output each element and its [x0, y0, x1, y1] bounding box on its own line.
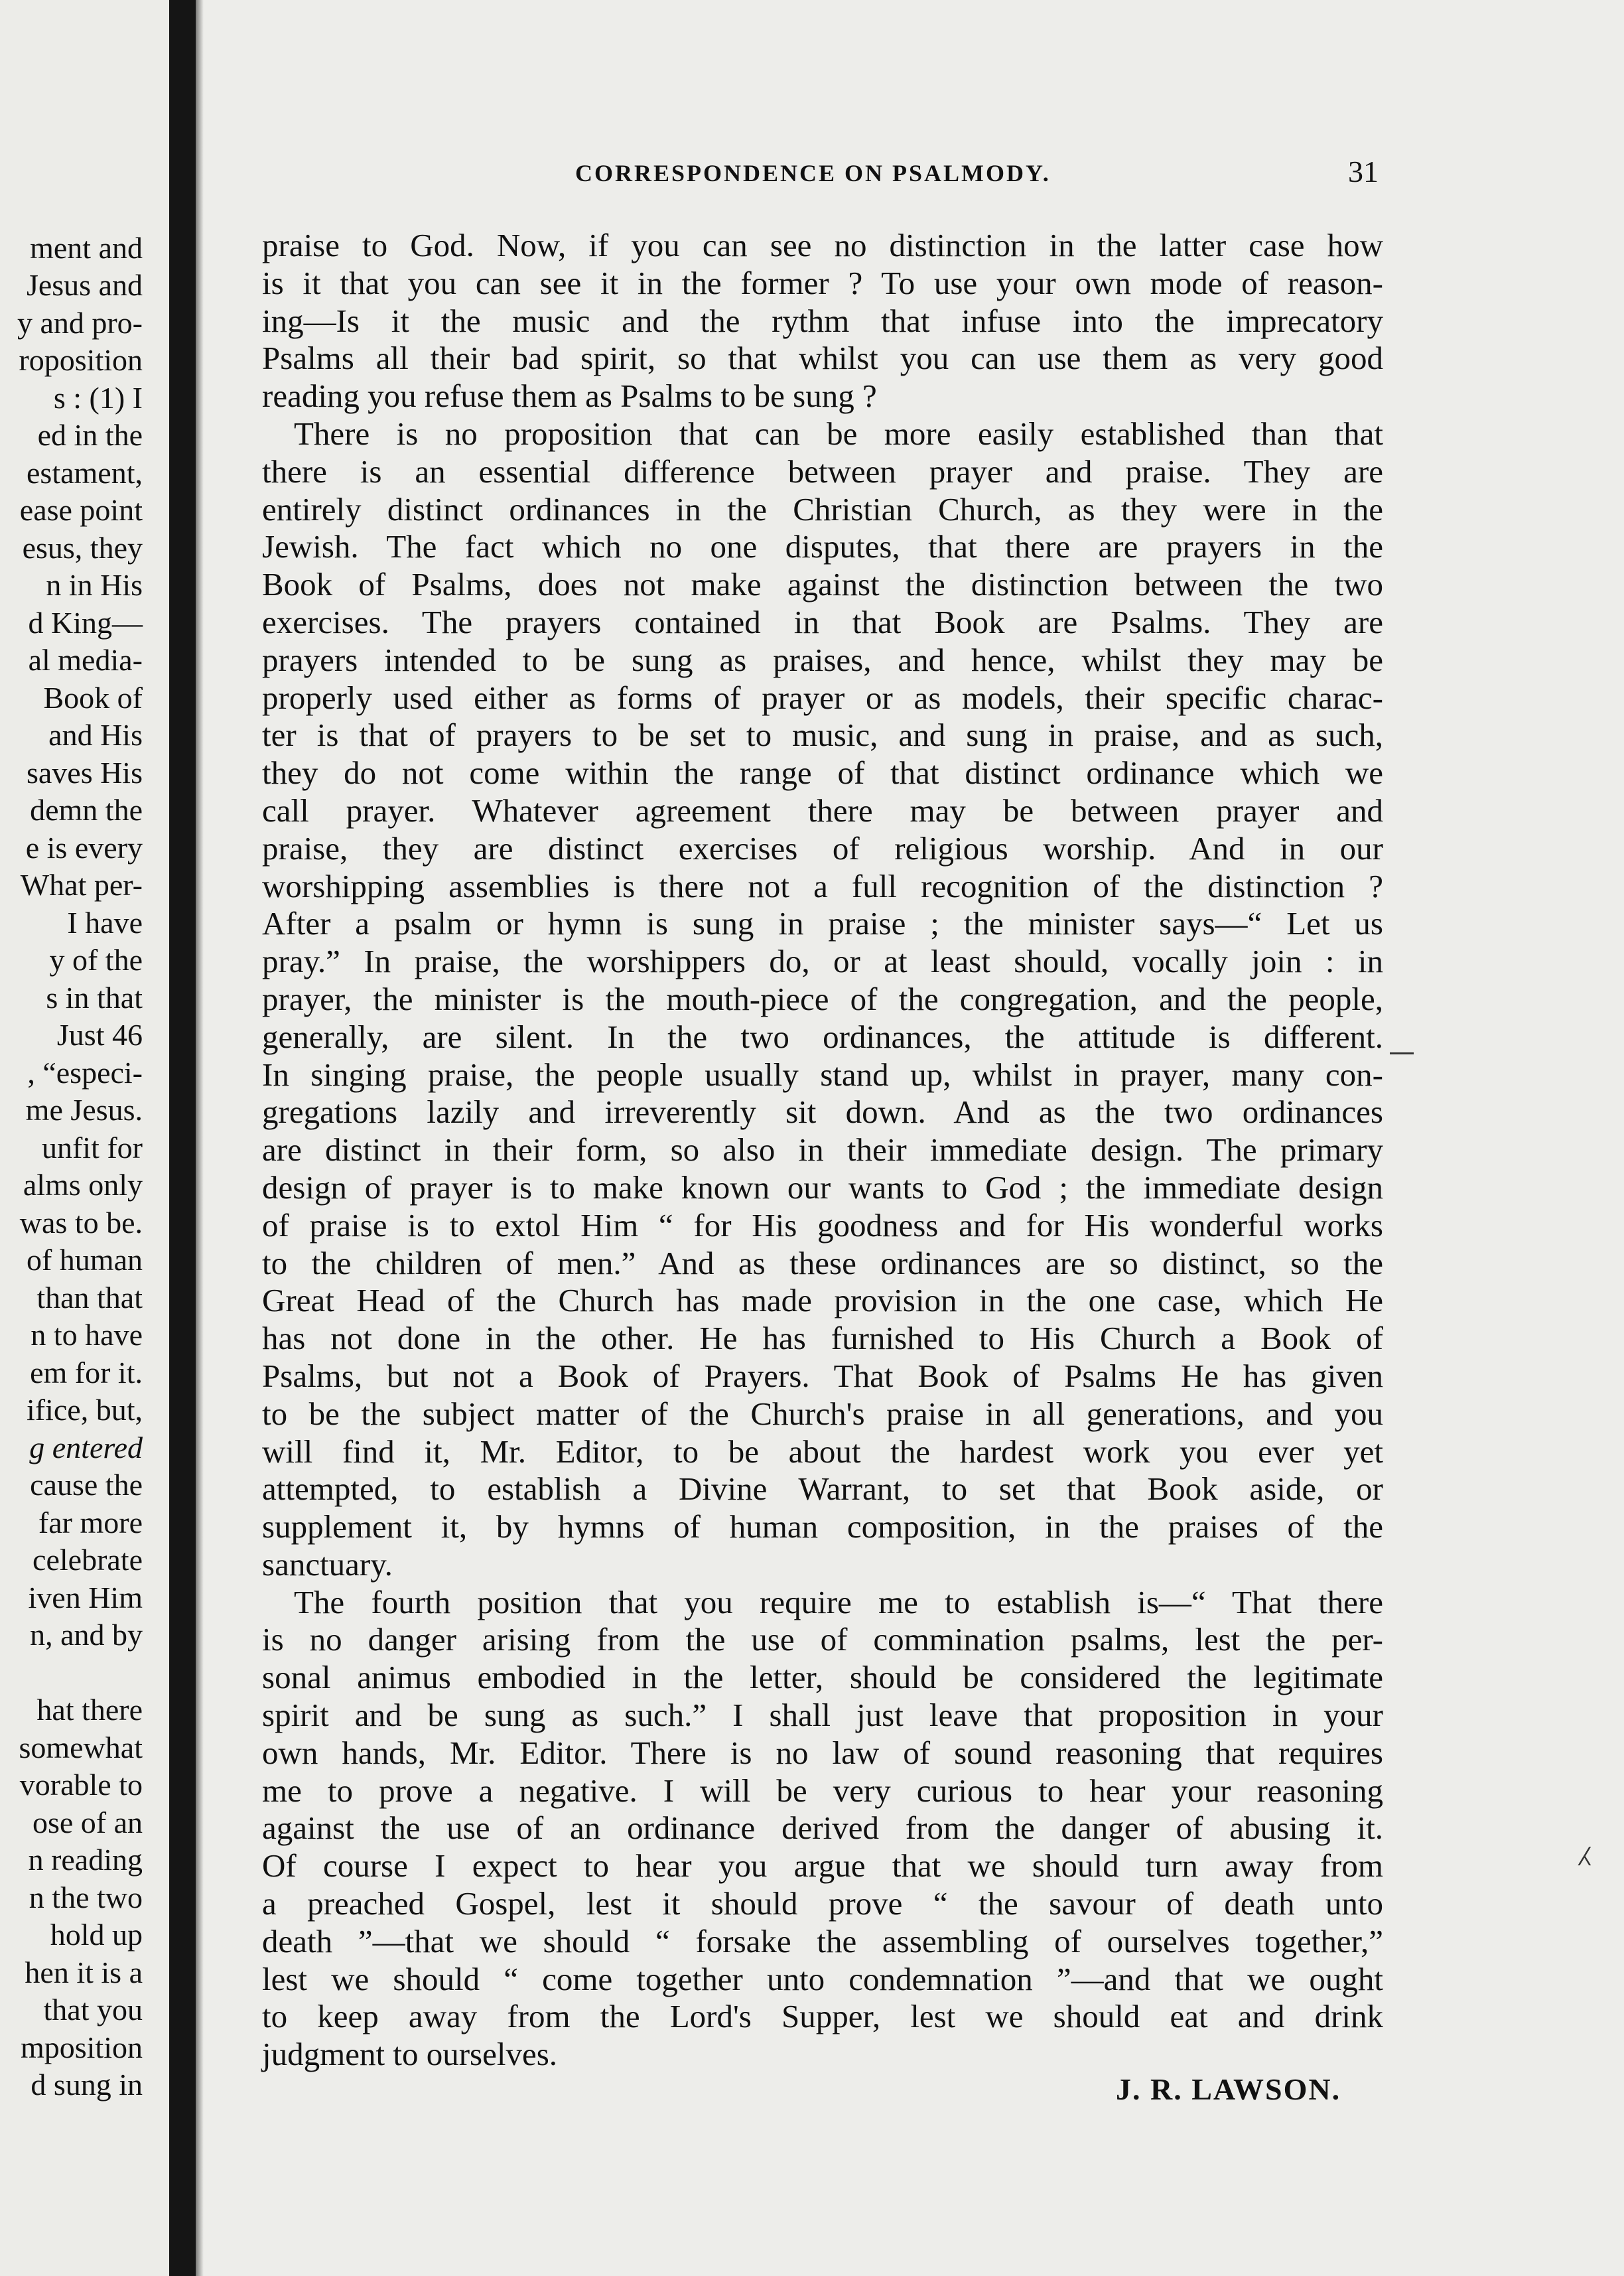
facing-line: d sung in	[31, 2068, 143, 2101]
book-gutter	[169, 0, 196, 2276]
body-line: prayer, the minister is the mouth-piece of the congregation, and the people,	[262, 980, 1383, 1017]
body-line: reading you refuse them as Psalms to be sung ?	[262, 378, 877, 415]
margin-mark	[1390, 1052, 1414, 1054]
body-line: pray.” In praise, the worshippers do, or at least should, vocally join : in	[262, 943, 1383, 980]
facing-line: d King—	[28, 606, 143, 640]
facing-line: n in His	[46, 568, 143, 602]
facing-line: than that	[36, 1281, 143, 1315]
facing-line: demn the	[30, 793, 143, 827]
body-line: properly used either as forms of prayer or as models, their specific charac-	[262, 679, 1383, 716]
body-line: call prayer. Whatever agreement there may be between prayer and	[262, 792, 1383, 829]
body-line: There is no proposition that can be more easily established than that	[294, 415, 1383, 452]
body-line: Psalms, but not a Book of Prayers. That Book of Psalms He has given	[262, 1357, 1383, 1394]
facing-line: g entered	[29, 1431, 143, 1464]
body-line: lest we should “ come together unto condemnation ”—and that we ought	[262, 1960, 1383, 1997]
body-line: they do not come within the range of that distinct ordinance which we	[262, 754, 1383, 792]
facing-line: hat there	[36, 1693, 143, 1727]
body-line: Great Head of the Church has made provision in the one case, which He	[262, 1282, 1383, 1319]
facing-line: alms only	[23, 1168, 143, 1202]
body-line: ing—Is it the music and the rythm that infuse into the imprecatory	[262, 302, 1383, 339]
facing-line: me Jesus.	[25, 1093, 143, 1127]
body-line: to be the subject matter of the Church's praise in all generations, and you	[262, 1395, 1383, 1432]
facing-line: ease point	[19, 493, 143, 527]
body-line: design of prayer is to make known our wants to God ; the immediate design	[262, 1169, 1383, 1206]
body-line: against the use of an ordinance derived from the danger of abusing it.	[262, 1810, 1383, 1847]
body-line: entirely distinct ordinances in the Christian Church, as they were in the	[262, 490, 1383, 528]
body-line: prayers intended to be sung as praises, and hence, whilst they may be	[262, 641, 1383, 678]
body-line: spirit and be sung as such.” I shall just leave that proposition in your	[262, 1697, 1383, 1734]
facing-line: roposition	[19, 343, 143, 377]
facing-line: of human	[26, 1243, 143, 1277]
facing-line: cause the	[30, 1468, 143, 1502]
body-line: gregations lazily and irreverently sit down. And as the two ordinances	[262, 1094, 1383, 1131]
facing-line: saves His	[26, 756, 143, 790]
facing-line: Just 46	[56, 1018, 143, 1052]
facing-line: ed in the	[37, 418, 143, 452]
facing-line: s : (1) I	[53, 381, 143, 415]
facing-line: al media-	[28, 643, 143, 677]
body-line: of praise is to extol Him “ for His goodness and for His wonderful works	[262, 1206, 1383, 1244]
facing-line: em for it.	[30, 1356, 143, 1389]
facing-line: far more	[38, 1506, 143, 1539]
facing-line: vorable to	[19, 1768, 143, 1802]
author-signature: J. R. LAWSON.	[1116, 2072, 1341, 2106]
facing-line: y of the	[49, 943, 143, 977]
body-line: Of course I expect to hear you argue that we should turn away from	[262, 1847, 1383, 1885]
facing-line: ifice, but,	[27, 1393, 143, 1427]
facing-line: ose of an	[32, 1806, 143, 1839]
body-line: supplement it, by hymns of human composition, in the praises of the	[262, 1508, 1383, 1545]
facing-line: Book of	[43, 681, 143, 715]
body-line: judgment to ourselves.	[262, 2036, 558, 2073]
facing-line: estament,	[27, 456, 143, 490]
facing-line: , “especi-	[27, 1056, 143, 1090]
body-line: to the children of men.” And as these ordinances are so distinct, so the	[262, 1244, 1383, 1281]
facing-line: that you	[43, 1993, 143, 2027]
running-head-title: CORRESPONDENCE ON PSALMODY.	[575, 160, 1051, 186]
facing-line: was to be.	[19, 1206, 143, 1240]
page-number: 31	[1348, 155, 1379, 188]
body-line: sonal animus embodied in the letter, should be considered the legitimate	[262, 1659, 1383, 1696]
body-line: own hands, Mr. Editor. There is no law of sound reasoning that requires	[262, 1734, 1383, 1771]
facing-line: iven Him	[28, 1581, 143, 1614]
body-line: attempted, to establish a Divine Warrant, to set that Book aside, or	[262, 1470, 1383, 1508]
gutter-shadow	[196, 0, 204, 2276]
body-line: exercises. The prayers contained in that Book are Psalms. They are	[262, 603, 1383, 640]
body-line: In singing praise, the people usually stand up, whilst in prayer, many con-	[262, 1056, 1383, 1093]
body-line: is no danger arising from the use of commination psalms, lest the per-	[262, 1621, 1383, 1658]
facing-line: n to have	[31, 1318, 143, 1352]
body-line: Book of Psalms, does not make against the distinction between the two	[262, 566, 1383, 603]
body-line: has not done in the other. He has furnished to His Church a Book of	[262, 1320, 1383, 1357]
body-line: will find it, Mr. Editor, to be about the hardest work you ever yet	[262, 1433, 1383, 1470]
facing-line: hen it is a	[25, 1956, 143, 1989]
facing-line: and His	[48, 718, 143, 752]
facing-line: I have	[67, 906, 143, 940]
body-line: After a psalm or hymn is sung in praise ; the minister says—“ Let us	[262, 905, 1383, 942]
facing-line: esus, they	[22, 531, 143, 565]
facing-line: Jesus and	[26, 268, 143, 302]
body-line: death ”—that we should “ forsake the assembling of ourselves together,”	[262, 1922, 1383, 1959]
facing-line: celebrate	[33, 1543, 143, 1577]
facing-line: ment and	[30, 231, 143, 265]
facing-line: somewhat	[19, 1731, 143, 1764]
body-line: worshipping assemblies is there not a full recognition of the distinction ?	[262, 867, 1383, 904]
body-line: are distinct in their form, so also in their immediate design. The primary	[262, 1131, 1383, 1169]
body-line: The fourth position that you require me to establish is—“ That there	[294, 1583, 1383, 1620]
body-text	[262, 227, 1383, 2074]
facing-line: unfit for	[41, 1131, 143, 1165]
main-page	[204, 0, 1624, 2276]
facing-page-fragment	[0, 0, 169, 2276]
body-line: Psalms all their bad spirit, so that whilst you can use them as very good	[262, 340, 1383, 377]
facing-line: mposition	[20, 2030, 143, 2064]
body-line: Jewish. The fact which no one disputes, that there are prayers in the	[262, 528, 1383, 565]
body-line: generally, are silent. In the two ordinances, the attitude is different.	[262, 1018, 1383, 1055]
body-line: me to prove a negative. I will be very curious to hear your reasoning	[262, 1772, 1383, 1809]
facing-line: hold up	[50, 1918, 143, 1952]
facing-line: n, and by	[30, 1618, 143, 1652]
body-line: a preached Gospel, lest it should prove “ the savour of death unto	[262, 1885, 1383, 1922]
facing-line: y and pro-	[17, 306, 143, 340]
body-line: sanctuary.	[262, 1545, 393, 1583]
facing-line: n the two	[29, 1881, 143, 1914]
body-line: there is an essential difference between prayer and praise. They are	[262, 453, 1383, 490]
body-line: is it that you can see it in the former ? To use your own mode of reason-	[262, 264, 1383, 301]
body-line: to keep away from the Lord's Supper, lest we should eat and drink	[262, 1998, 1383, 2035]
body-line: ter is that of prayers to be set to music, and sung in praise, and as such,	[262, 717, 1383, 754]
margin-squiggle-mark: ⁁	[1580, 1821, 1590, 1865]
facing-line: s in that	[46, 981, 143, 1015]
body-line: praise, they are distinct exercises of religious worship. And in our	[262, 829, 1383, 867]
facing-line: e is every	[25, 831, 143, 865]
facing-line: n reading	[28, 1843, 143, 1877]
body-line: praise to God. Now, if you can see no distinction in the latter case how	[262, 227, 1383, 263]
facing-line: What per-	[20, 868, 143, 902]
